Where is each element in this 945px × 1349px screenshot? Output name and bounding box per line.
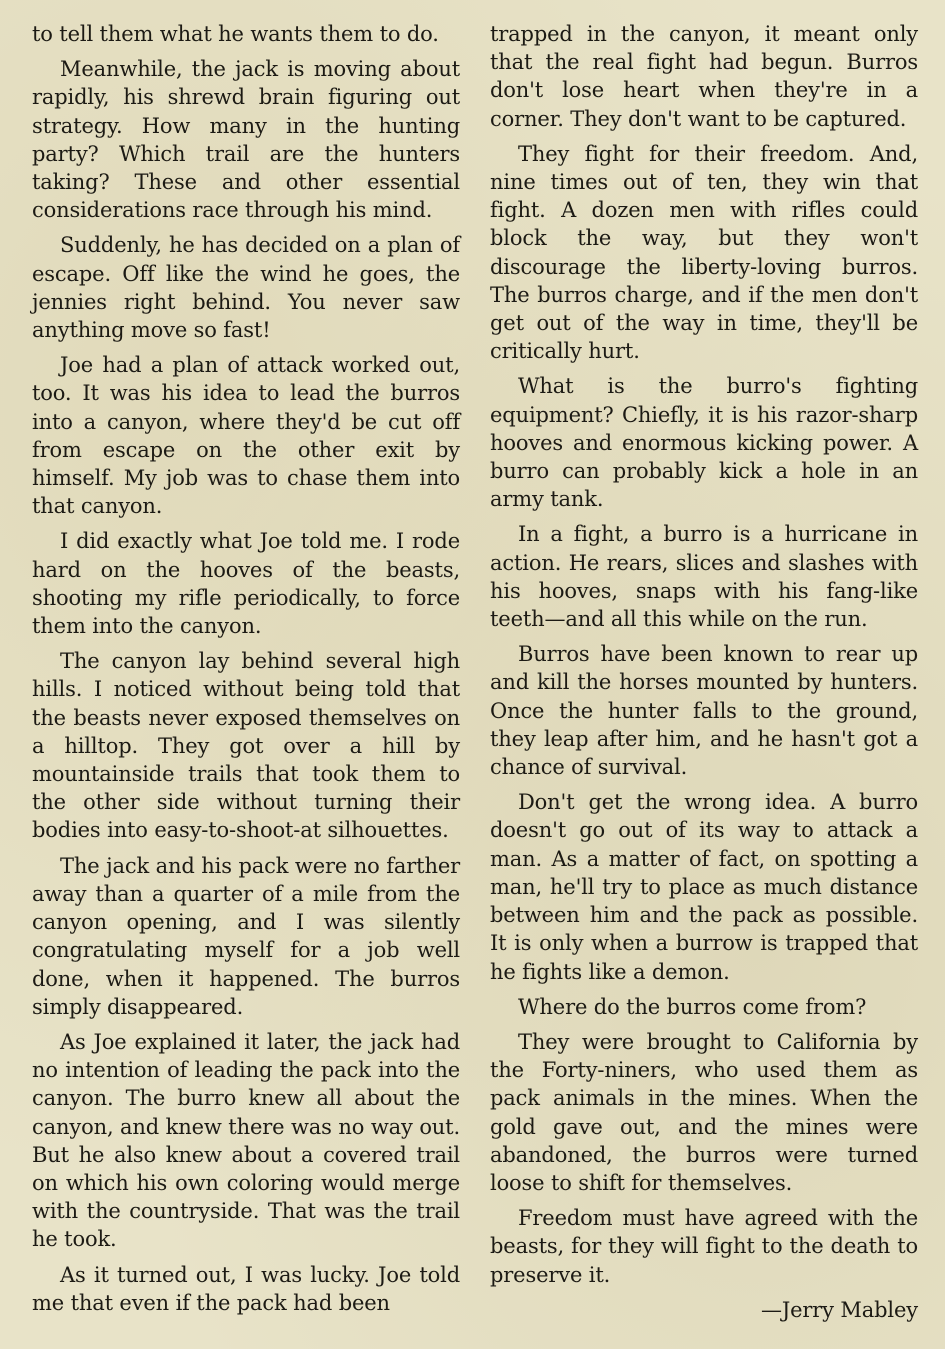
paragraph: They were brought to California by the Forty-niners, who used them as pack animals in the mines. When the gold gave out, and the mines were abandoned, the burros were turned loose to shift for themselves. [490, 1029, 918, 1195]
paragraph: Joe had a plan of attack worked out, too. It was his idea to lead the burros into a canyon, where they'd be cut off from escape on the other exit by himself. My job was to chase them into that canyon. [32, 353, 460, 519]
paragraph: What is the burro's fighting equipment? Chiefly, it is his razor-sharp hooves and enormous kicking power. A burro can probably kick a hole in an army tank. [490, 374, 918, 512]
paragraph: The jack and his pack were no farther away than a quarter of a mile from the canyon opening, and I was silently congratulating myself for a job well done, when it happened. The burros simply disappeared. [32, 853, 460, 1019]
right-text-column [490, 20, 918, 1331]
author-signature: —Jerry Mabley [761, 1297, 918, 1322]
paragraph: trapped in the canyon, it meant only that the real fight had begun. Burros don't lose heart when they're in a corner. They don't want to be captured. [490, 22, 918, 131]
paragraph: to tell them what he wants them to do. [32, 22, 439, 46]
paragraph: As it turned out, I was lucky. Joe told me that even if the pack had been [32, 1262, 460, 1315]
paragraph: In a fight, a burro is a hurricane in action. He rears, slices and slashes with his hooves, snaps with his fang-like teeth—and all this while on the run. [490, 522, 918, 632]
paragraph: Burros have been known to rear up and kill the horses mounted by hunters. Once the hunter falls to the ground, they leap after him, and he hasn't got a chance of survival. [490, 642, 918, 780]
left-text-column [32, 20, 460, 1324]
paragraph: Meanwhile, the jack is moving about rapidly, his shrewd brain figuring out strategy. How many in the hunting party? Which trail are the hunters taking? These and other essential considerations race through his mind. [32, 57, 460, 223]
paragraph: They fight for their freedom. And, nine times out of ten, they win that fight. A dozen men with rifles could block the way, but they won't discourage the liberty-loving burros. The burros charge, and if the men don't get out of the way in time, they'll be critically hurt. [490, 141, 918, 364]
paragraph: Freedom must have agreed with the beasts, for they will fight to the death to preserve it. [490, 1206, 918, 1287]
paragraph: Suddenly, he has decided on a plan of escape. Off like the wind he goes, the jennies right behind. You never saw anything move so fast! [32, 233, 460, 343]
paragraph: The canyon lay behind several high hills. I noticed without being told that the beasts never exposed themselves on a hilltop. They got over a hill by mountainside trails that took them to the other side without turning their bodies into easy-to-shoot-at silhouettes. [32, 649, 460, 843]
question-line: Where do the burros come from? [518, 994, 867, 1019]
paragraph: Don't get the wrong idea. A burro doesn't go out of its way to attack a man. As a matter of fact, on spotting a man, he'll try to place as much distance between him and the pack as possible. It is only when a burrow is trapped that he fights like a demon. [490, 790, 918, 984]
paragraph: As Joe explained it later, the jack had no intention of leading the pack into the canyon. The burro knew all about the canyon, and knew there was no way out. But he also knew about a covered trail on which his own coloring would merge with the countryside. That was the trail he took. [32, 1029, 460, 1252]
paragraph: I did exactly what Joe told me. I rode hard on the hooves of the beasts, shooting my rifle periodically, to force them into the canyon. [32, 529, 460, 639]
